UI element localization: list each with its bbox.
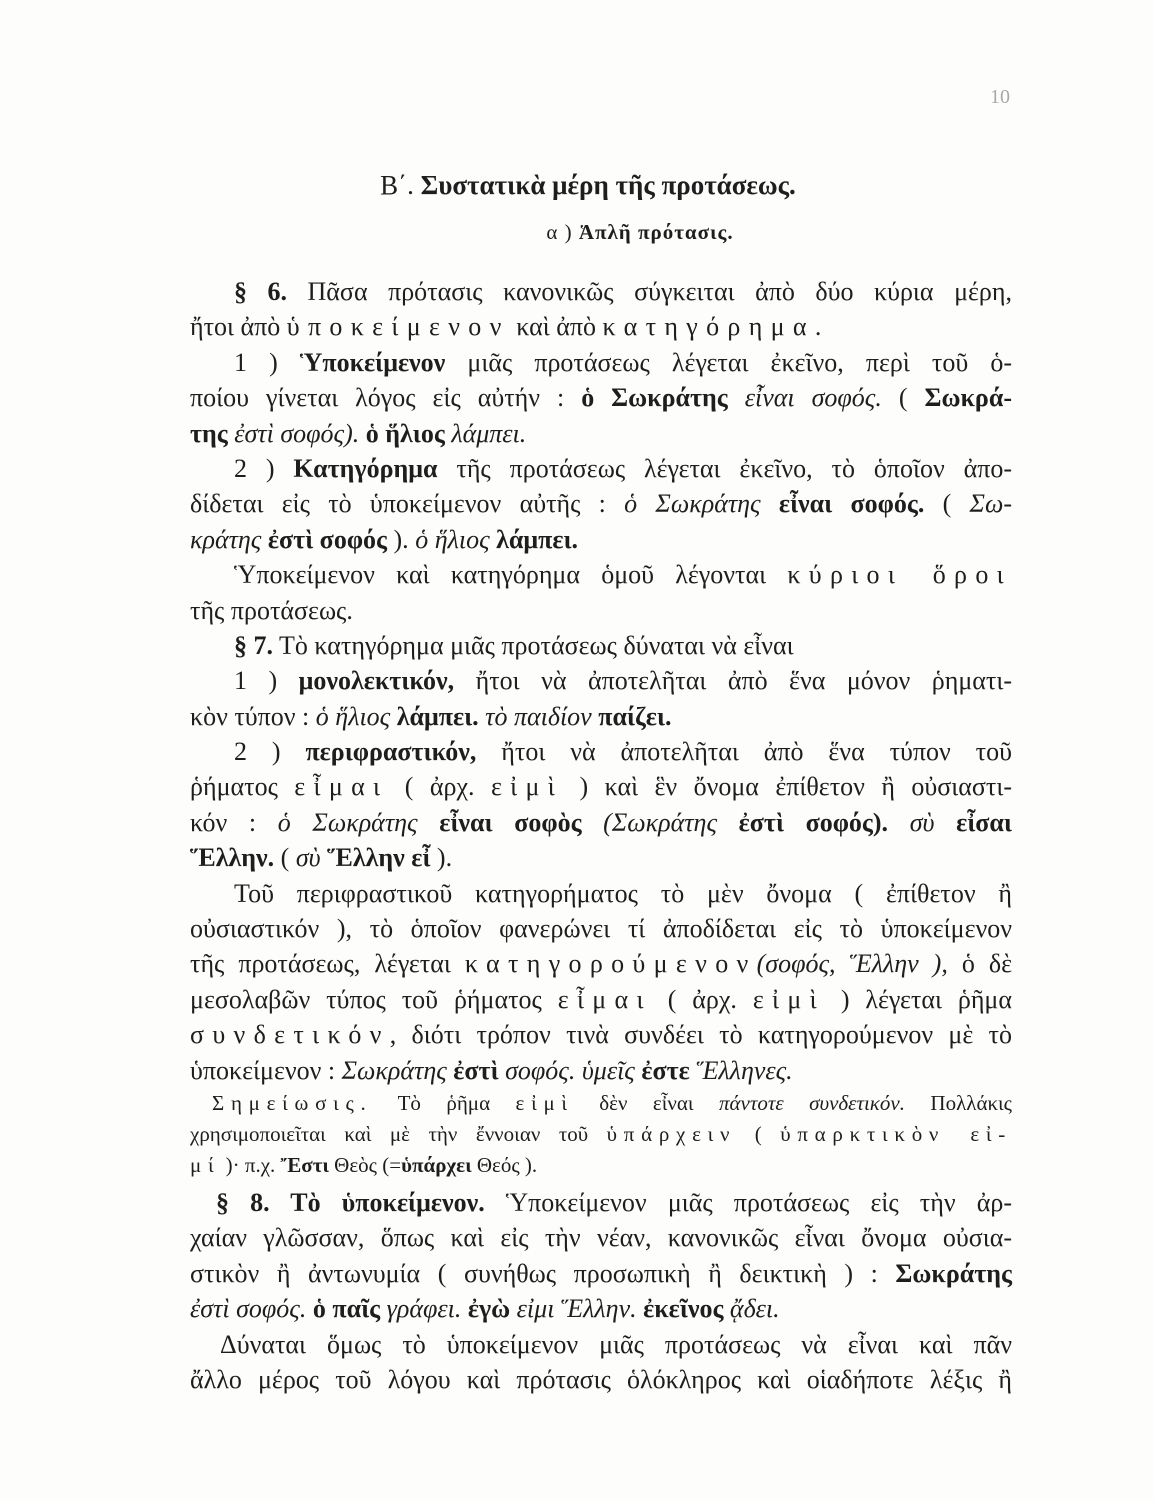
text-line-content [234, 628, 794, 663]
text-line [190, 876, 1012, 911]
spaced-term: εἶμαι [294, 772, 389, 802]
text-run: ) καὶ ἓν ὄνομα ἐπίθετον ἢ οὐσιαστι- [563, 772, 1012, 802]
spaced-term: εἰμὶ [490, 772, 564, 802]
bold-term: Σωκρά- [924, 383, 1012, 413]
text-run: Τὸ ῥῆμα [372, 1090, 516, 1115]
text-run: χαίαν γλῶσσαν, ὅπως καὶ εἰς τὴν νέαν, κανονικῶς εἶναι ὄνομα οὐσια- [190, 1223, 1012, 1253]
text-run: ἄλλο μέρος τοῦ λόγου καὶ πρότασις ὁλόκληρος καὶ οἱαδήποτε λέξις ἢ [190, 1364, 1012, 1394]
italic-example: Σω- [969, 489, 1012, 519]
text-line [190, 982, 1012, 1017]
italic-example: ᾄδει. [729, 1294, 780, 1324]
paragraph [190, 876, 1012, 1088]
bold-term: ἐστε [641, 1055, 690, 1085]
bold-term: ὁ ἥλιος [365, 418, 445, 448]
text-run [717, 808, 739, 837]
text-run: Πολλάκις [904, 1090, 1012, 1115]
text-line-content [234, 734, 1012, 769]
text-line [190, 345, 1012, 380]
paragraph [190, 451, 1012, 557]
paragraph [190, 345, 1012, 451]
bold-term: ἐστὶ [453, 1055, 499, 1085]
text-line [190, 274, 1012, 309]
text-run: Δύναται ὅμως τὸ ὑποκείμενον μιᾶς προτάσεως νὰ εἶναι καὶ πᾶν [220, 1329, 1012, 1359]
text-line-content [190, 1256, 1012, 1291]
italic-example: σὺ [909, 807, 935, 837]
spaced-term: εἰμὶ [515, 1090, 574, 1115]
text-line [190, 840, 1012, 875]
text-run: δίδεται εἰς τὸ ὑποκείμενον αὐτῆς : [190, 489, 625, 519]
bold-term: λάμπει. [396, 701, 479, 731]
text-run: Θεός ). [471, 1152, 538, 1177]
text-line-content [190, 769, 1012, 804]
italic-example: γράφει. [386, 1294, 462, 1324]
text-line [190, 380, 1012, 415]
italic-example: λάμπει. [451, 418, 527, 448]
spaced-term: ὑποκείμενον [286, 312, 510, 342]
italic-example: ὁ Σωκράτης [277, 807, 418, 837]
spaced-term: κατηγόρημα [602, 312, 815, 342]
bold-term: Ἕλλην εἶ [327, 843, 431, 873]
text-run: χρησιμοποιεῖται καὶ μὲ τὴν ἔννοιαν τοῦ [190, 1121, 607, 1146]
text-run: ). [430, 843, 453, 873]
section-part-label: Β΄. [380, 170, 414, 200]
italic-example: εἶναι σοφός. [744, 383, 882, 413]
italic-example: ἐστὶ σοφός. [190, 1294, 307, 1324]
text-run: 2 ) [234, 737, 306, 767]
bold-term: ἐστὶ σοφός [267, 524, 388, 554]
bold-term: λάμπει. [496, 524, 579, 554]
text-line-content [234, 451, 1012, 486]
text-run: τῆς προτάσεως. [190, 595, 353, 625]
text-line [190, 486, 1012, 521]
text-run: )· π.χ. [220, 1152, 281, 1177]
spaced-term: κύριοι ὅροι [787, 560, 1012, 590]
bold-term: εἶσαι [956, 807, 1012, 837]
text-run: ( [924, 489, 970, 519]
bold-term: της [190, 418, 228, 448]
italic-example: κράτης [190, 524, 262, 554]
text-line [190, 628, 1012, 663]
italic-example: ὁ ἥλιος [315, 701, 391, 731]
spaced-term: συνδετικόν [190, 1020, 390, 1050]
text-run [888, 808, 910, 837]
text-line-content [190, 982, 1012, 1017]
spaced-term: εἶμαι [557, 984, 652, 1014]
text-run: κόν : [190, 807, 278, 837]
bold-term: § 8. Τὸ ὑποκείμενον. [216, 1187, 485, 1217]
text-line-content [234, 557, 1012, 592]
spaced-term: ὑπαρκτικὸν εἰ- [780, 1121, 1012, 1146]
text-run: 2 ) [234, 453, 294, 483]
text-run: ἤτοι ἀπὸ [190, 312, 287, 342]
text-run: μεσολαβῶν τύπος τοῦ ῥήματος [190, 984, 558, 1014]
section-title-text: Συστατικὰ μέρη τῆς προτάσεως. [420, 170, 796, 200]
section-title [190, 166, 1012, 204]
text-line-content [190, 1053, 793, 1088]
text-run: ( [736, 1121, 781, 1146]
paragraph [190, 1327, 1012, 1398]
text-line-content [190, 1291, 780, 1326]
spaced-term: εἰμὶ [752, 984, 825, 1014]
text-run [728, 383, 745, 412]
text-line [190, 734, 1012, 769]
text-line [190, 593, 1012, 628]
paragraph [190, 557, 1012, 628]
bold-term: Ἔστι [280, 1152, 329, 1177]
italic-example: τὸ παιδίον [485, 701, 592, 731]
text-run: μιᾶς προτάσεως λέγεται ἐκεῖνο, περὶ τοῦ ὁ- [445, 347, 1012, 377]
text-run: ἤτοι νὰ ἀποτελῆται ἀπὸ ἕνα τύπον τοῦ [476, 737, 1012, 767]
text-line-content [190, 1119, 1012, 1150]
text-run [934, 808, 956, 837]
bold-term: § 6. [234, 277, 288, 306]
text-line-content [234, 274, 1012, 309]
text-run: ποίου γίνεται λόγος εἰς αὐτήν : [190, 383, 582, 413]
text-line [190, 1362, 1012, 1397]
spaced-term: Σημείωσις. [212, 1090, 373, 1115]
body-text [190, 274, 1012, 1397]
text-run: τῆς προτάσεως λέγεται ἐκεῖνο, τὸ ὁποῖον ἀπο- [437, 453, 1012, 483]
paragraph [190, 663, 1012, 734]
text-line-content [216, 1185, 1012, 1220]
text-line [190, 1088, 1012, 1119]
text-run: ῥήματος [190, 772, 295, 802]
text-line-content [190, 380, 1012, 415]
text-line-content [190, 309, 821, 344]
bold-term: Κατηγόρημα [293, 453, 438, 483]
bold-term: ἐγὼ [467, 1294, 511, 1324]
text-run: Τοῦ περιφραστικοῦ κατηγορήματος τὸ μὲν ὄνομα ( ἐπίθετον ἢ [234, 878, 1012, 908]
italic-example: ὁ Σωκράτης [624, 489, 761, 519]
text-line-content [190, 1150, 537, 1181]
text-line-content [190, 911, 1012, 946]
bold-term: περιφραστικόν, [305, 737, 477, 767]
text-run: Θεὸς (= [328, 1152, 402, 1177]
bold-term: ἐκεῖνος [643, 1294, 724, 1324]
text-line [190, 451, 1012, 486]
text-line-content [212, 1088, 1012, 1119]
text-run: καὶ ἀπὸ [509, 312, 603, 342]
text-line [190, 699, 1012, 734]
text-run [761, 489, 779, 518]
paragraph [190, 734, 1012, 876]
text-run [582, 808, 604, 837]
bold-term: Σωκράτης [895, 1258, 1012, 1288]
italic-example: σοφός. ὑμεῖς [505, 1055, 635, 1085]
text-line-content [190, 1017, 1012, 1052]
text-run: ( ἀρχ. [651, 984, 753, 1014]
text-line-content [234, 345, 1012, 380]
text-line-content [190, 416, 526, 451]
text-line-content [190, 486, 1012, 521]
bold-term: Ὑποκείμενον [299, 347, 446, 377]
text-line [190, 805, 1012, 840]
bold-term: ὁ παῖς [312, 1294, 381, 1324]
text-line [190, 1119, 1012, 1150]
text-run: κὸν τύπον : [190, 701, 316, 731]
italic-example: σὺ [295, 843, 321, 873]
italic-example: πάντοτε συνδετικόν. [718, 1090, 905, 1115]
text-run: ( [881, 383, 925, 413]
text-run: ( [274, 843, 296, 873]
bold-term: Ἕλλην. [190, 843, 275, 873]
text-run: Τὸ κατηγόρημα μιᾶς προτάσεως δύναται νὰ εἶναι [273, 630, 794, 660]
text-line [190, 1327, 1012, 1362]
bold-term: εἶναι σοφὸς [439, 807, 582, 837]
text-line-content [190, 805, 1012, 840]
bold-term: εἶναι σοφός. [778, 489, 925, 519]
text-line [190, 522, 1012, 557]
text-line-content [190, 1220, 1012, 1255]
text-line-content [190, 699, 671, 734]
text-run [418, 808, 440, 837]
text-line-content [190, 522, 578, 557]
note-paragraph [190, 1088, 1012, 1181]
text-run: στικὸν ἢ ἀντωνυμία ( συνήθως προσωπικὴ ἢ δεικτικὴ ) : [190, 1258, 896, 1288]
text-line [190, 1256, 1012, 1291]
italic-example: (σοφός, Ἕλλην ), [756, 949, 948, 979]
text-line [190, 416, 1012, 451]
spaced-term: κατηγορούμενον [464, 949, 757, 979]
text-line [190, 1053, 1012, 1088]
bold-term: ὁ Σωκράτης [581, 383, 728, 413]
text-line-content [190, 1362, 1012, 1397]
text-run: οὐσιαστικόν ), τὸ ὁποῖον φανερώνει τί ἀποδίδεται εἰς τὸ ὑποκείμενον [190, 914, 1012, 944]
text-run: ὑποκείμενον : [190, 1055, 342, 1085]
text-line-content [234, 876, 1012, 911]
italic-example: Σωκράτης [341, 1055, 447, 1085]
bold-term: παίζει. [598, 701, 672, 731]
text-run: ( ἀρχ. [388, 772, 491, 802]
text-run: 1 ) [234, 347, 300, 377]
paragraph [190, 1185, 1012, 1327]
paragraph [190, 274, 1012, 345]
text-run: τῆς προτάσεως, λέγεται [190, 949, 465, 979]
italic-example: (Σωκράτης [603, 807, 718, 837]
italic-example: Ἕλληνες. [696, 1055, 793, 1085]
text-line [190, 1220, 1012, 1255]
text-run: 1 ) [234, 666, 299, 696]
text-run: , διότι τρόπον τινὰ συνδέει τὸ κατηγορούμενον μὲ τὸ [389, 1020, 1012, 1050]
text-run: ). [387, 524, 416, 554]
italic-example: ὁ ἥλιος [415, 524, 490, 554]
text-run: ἤτοι νὰ ἀποτελῆται ἀπὸ ἕνα μόνον ῥηματι- [454, 666, 1012, 696]
bold-term: § 7. [234, 630, 273, 660]
text-line [190, 1150, 1012, 1181]
text-line [190, 663, 1012, 698]
page-number: 10 [990, 86, 1010, 108]
text-line [190, 557, 1012, 592]
text-line-content [190, 840, 452, 875]
text-line-content [190, 593, 353, 628]
text-line [190, 946, 1012, 981]
text-run: Ὑποκείμενον καὶ κατηγόρημα ὁμοῦ λέγονται [234, 560, 788, 590]
subsection-title-text: Ἁπλῆ πρότασις. [578, 220, 734, 244]
bold-term: μονολεκτικόν, [298, 666, 455, 696]
text-line-content [220, 1327, 1012, 1362]
text-run: ὁ δὲ [947, 949, 1012, 979]
text-run: . [814, 312, 822, 342]
text-line-content [234, 663, 1012, 698]
subsection-label: α ) [546, 220, 573, 244]
text-line [190, 769, 1012, 804]
bold-term: ἐστὶ σοφός). [738, 807, 889, 837]
spaced-term: μί [190, 1152, 221, 1177]
text-line-content [190, 946, 1012, 981]
bold-term: ὑπάρχει [401, 1152, 472, 1177]
paragraph [190, 628, 1012, 663]
text-line [190, 1291, 1012, 1326]
text-line [190, 1017, 1012, 1052]
italic-example: ἐστὶ σοφός). [234, 418, 360, 448]
spaced-term: ὑπάρχειν [606, 1121, 737, 1146]
text-run: Πᾶσα πρότασις κανονικῶς σύγκειται ἀπὸ δύο κύρια μέρη, [287, 277, 1012, 306]
text-run: ) λέγεται ῥῆμα [824, 984, 1012, 1014]
text-line [190, 309, 1012, 344]
text-run: Ὑποκείμενον μιᾶς προτάσεως εἰς τὴν ἀρ- [484, 1187, 1012, 1217]
text-line [190, 1185, 1012, 1220]
text-line [190, 911, 1012, 946]
subsection-title [190, 218, 1012, 246]
italic-example: εἰμι Ἕλλην. [516, 1294, 637, 1324]
text-run: δὲν εἶναι [573, 1090, 719, 1115]
